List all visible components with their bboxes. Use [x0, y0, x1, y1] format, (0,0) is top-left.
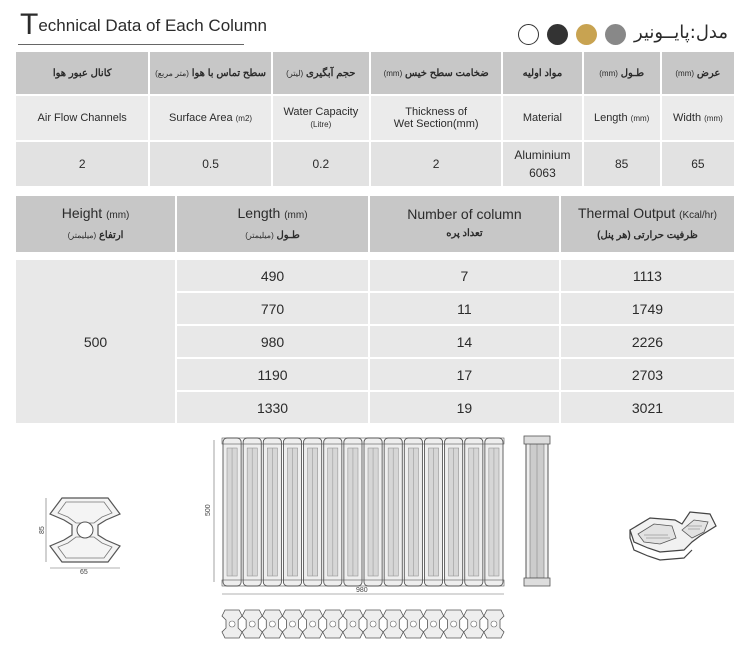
length-value: 980	[177, 326, 368, 357]
thermal-value: 3021	[561, 392, 734, 423]
title-first-letter: T	[20, 8, 39, 41]
top-view-hole	[390, 621, 396, 627]
section-width-dim: 65	[80, 569, 88, 576]
color-swatches	[518, 24, 626, 45]
spec-header-fa: سطح تماس با هوا (متر مربع)	[150, 52, 270, 94]
columns-value: 11	[370, 293, 559, 324]
spec-header-en: Length (mm)	[584, 96, 660, 140]
spec-value: 85	[584, 142, 660, 186]
top-view-hole	[451, 621, 457, 627]
length-value: 1190	[177, 359, 368, 390]
side-view-drawing	[522, 434, 552, 594]
radiator-column	[364, 438, 382, 586]
radiator-column	[263, 438, 281, 586]
top-view-hole	[410, 621, 416, 627]
spec-value: 0.2	[273, 142, 369, 186]
spec-header-fa: مواد اولیه	[503, 52, 581, 94]
thermal-output-table	[14, 194, 736, 425]
color-swatch-gold[interactable]	[576, 24, 597, 45]
front-length-dim: 980	[356, 587, 368, 594]
top-view-hole	[370, 621, 376, 627]
spec-header-en: Material	[503, 96, 581, 140]
top-view-hole	[330, 621, 336, 627]
spec-header-en: Water Capacity (Litre)	[273, 96, 369, 140]
color-swatch-grey[interactable]	[605, 24, 626, 45]
isometric-section-drawing	[620, 490, 720, 570]
top-view-drawing	[222, 610, 504, 638]
columns-value: 19	[370, 392, 559, 423]
spec-header-fa: عرض (mm)	[662, 52, 734, 94]
thermal-value: 2226	[561, 326, 734, 357]
title-underline	[18, 44, 244, 45]
radiator-column	[223, 438, 241, 586]
spec-header-fa: کانال عبور هوا	[16, 52, 148, 94]
top-view-hole	[269, 621, 275, 627]
top-view-hole	[491, 621, 497, 627]
model-label: مدل:پایــونیر	[634, 22, 728, 43]
color-swatch-white[interactable]	[518, 24, 539, 45]
radiator-columns	[222, 438, 504, 586]
columns-value: 7	[370, 260, 559, 291]
page-header	[0, 0, 750, 50]
spec-value: 0.5	[150, 142, 270, 186]
length-value: 770	[177, 293, 368, 324]
length-value: 1330	[177, 392, 368, 423]
spec-header-fa: ضخامت سطح خیس (mm)	[371, 52, 501, 94]
color-swatch-black[interactable]	[547, 24, 568, 45]
specs-english-header-row	[16, 96, 734, 140]
radiator-column	[384, 438, 402, 586]
thermal-value: 2703	[561, 359, 734, 390]
radiator-column	[304, 438, 322, 586]
top-view-hole	[431, 621, 437, 627]
spec-header-en: Air Flow Channels	[16, 96, 148, 140]
spec-header-en: Surface Area (m2)	[150, 96, 270, 140]
spec-header-fa: طـول (mm)	[584, 52, 660, 94]
header-number-of-column: Number of column تعداد پره	[370, 196, 559, 252]
spec-header-fa: حجم آبگیری (لیتر)	[273, 52, 369, 94]
header-length: Length (mm) طـول (میلیمتر)	[177, 196, 368, 252]
top-view-hole	[310, 621, 316, 627]
radiator-column	[324, 438, 342, 586]
spec-value: 2	[16, 142, 148, 186]
top-view-hole	[229, 621, 235, 627]
specs-values-row	[16, 142, 734, 186]
columns-value: 17	[370, 359, 559, 390]
thermal-value: 1749	[561, 293, 734, 324]
spec-header-en: Thickness of Wet Section(mm)	[371, 96, 501, 140]
thermal-header-row	[16, 196, 734, 252]
front-view-drawing	[204, 434, 510, 666]
section-height-dim: 85	[39, 526, 46, 534]
spec-header-en: Width (mm)	[662, 96, 734, 140]
top-view-hole	[471, 621, 477, 627]
radiator-column	[424, 438, 442, 586]
top-view-hole	[290, 621, 296, 627]
top-view-hole	[350, 621, 356, 627]
columns-value: 14	[370, 326, 559, 357]
front-height-dim: 500	[205, 504, 212, 516]
header-thermal-output: Thermal Output (Kcal/hr) ظرفیت حرارتی (هر پنل)	[561, 196, 734, 252]
title-rest: echnical Data of Each Column	[38, 16, 268, 35]
radiator-column	[465, 438, 483, 586]
radiator-column	[445, 438, 463, 586]
header-height: Height (mm) ارتفاع (میلیمتر)	[16, 196, 175, 252]
radiator-column	[404, 438, 422, 586]
specs-persian-header-row	[16, 52, 734, 94]
cross-section-drawing	[40, 490, 140, 575]
radiator-column	[243, 438, 261, 586]
spec-value: 65	[662, 142, 734, 186]
length-value: 490	[177, 260, 368, 291]
page-title	[20, 10, 267, 40]
height-value: 500	[16, 260, 175, 423]
specs-table	[14, 50, 736, 188]
top-view-hole	[249, 621, 255, 627]
spec-value: Aluminium 6063	[503, 142, 581, 186]
radiator-column	[283, 438, 301, 586]
table-row	[16, 260, 734, 291]
radiator-column	[344, 438, 362, 586]
thermal-value: 1113	[561, 260, 734, 291]
spec-value: 2	[371, 142, 501, 186]
radiator-column	[485, 438, 503, 586]
